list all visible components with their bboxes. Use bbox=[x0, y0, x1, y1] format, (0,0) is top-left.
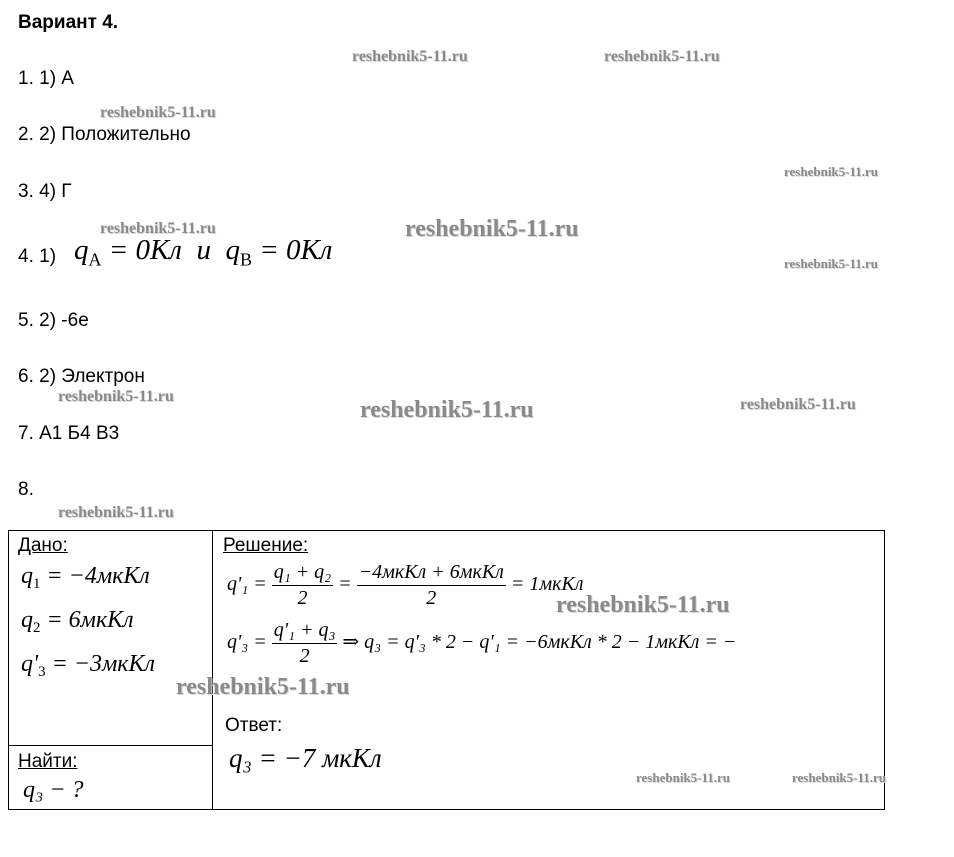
find-header: Найти: bbox=[18, 751, 78, 772]
answer-3: 3. 4) Г bbox=[18, 181, 72, 202]
watermark: reshebnik5-11.ru bbox=[740, 396, 856, 413]
solution-header: Решение: bbox=[223, 535, 309, 556]
given-q2: $q_2$ = 6мкКл bbox=[21, 607, 134, 637]
watermark: reshebnik5-11.ru bbox=[556, 592, 730, 618]
answer-7: 7. А1 Б4 В3 bbox=[18, 423, 120, 444]
watermark: reshebnik5-11.ru bbox=[100, 220, 216, 237]
variant-title: Вариант 4. bbox=[18, 12, 119, 33]
find-value: q₃ − ? bbox=[23, 777, 84, 803]
answer-2: 2. 2) Положительно bbox=[18, 124, 191, 145]
answer-8: 8. bbox=[18, 479, 34, 500]
watermark: reshebnik5-11.ru bbox=[58, 388, 174, 405]
watermark: reshebnik5-11.ru bbox=[58, 504, 174, 521]
watermark: reshebnik5-11.ru bbox=[360, 397, 534, 423]
problem-8-table bbox=[8, 530, 885, 810]
answer-1: 1. 1) А bbox=[18, 68, 74, 89]
answer-4-formula: $q_А = 0Кл$ и $q_В = 0Кл$ bbox=[74, 234, 333, 270]
watermark: reshebnik5-11.ru bbox=[604, 48, 720, 65]
answer-5: 5. 2) -6е bbox=[18, 310, 89, 331]
watermark: reshebnik5-11.ru bbox=[352, 48, 468, 65]
solution-eq-2: q'₃ = $\frac{\text{q'₁ + q₃}}{2}$ ⇒ q₃ = q'₃ * 2 − q'₁ = −6мкКл * 2 − 1мкКл = − bbox=[227, 619, 737, 667]
answer-label: Ответ: bbox=[225, 715, 283, 736]
answer-4-label: 4. 1) bbox=[18, 246, 57, 267]
table-divider-horizontal bbox=[9, 745, 213, 746]
given-header: Дано: bbox=[18, 535, 68, 556]
watermark: reshebnik5-11.ru bbox=[636, 770, 731, 785]
watermark: reshebnik5-11.ru bbox=[792, 770, 887, 785]
table-divider-vertical bbox=[212, 531, 213, 809]
given-q1: $q_1$ = −4мкКл bbox=[21, 563, 150, 593]
watermark: reshebnik5-11.ru bbox=[784, 164, 879, 179]
watermark: reshebnik5-11.ru bbox=[100, 104, 216, 121]
answer-6: 6. 2) Электрон bbox=[18, 366, 145, 387]
watermark: reshebnik5-11.ru bbox=[784, 256, 879, 271]
answer-value: q₃ = −7 мкКл bbox=[229, 743, 382, 773]
solution-eq-1: q'₁ = $\frac{\text{q₁ + q₂}}{2}$ = $\frac{\text{−4мкКл + 6мкКл}}{2}$ = 1мкКл bbox=[227, 561, 584, 609]
watermark: reshebnik5-11.ru bbox=[405, 216, 579, 242]
given-q3-prime: $q'_3$ = −3мкКл bbox=[21, 651, 155, 681]
watermark: reshebnik5-11.ru bbox=[176, 674, 350, 700]
